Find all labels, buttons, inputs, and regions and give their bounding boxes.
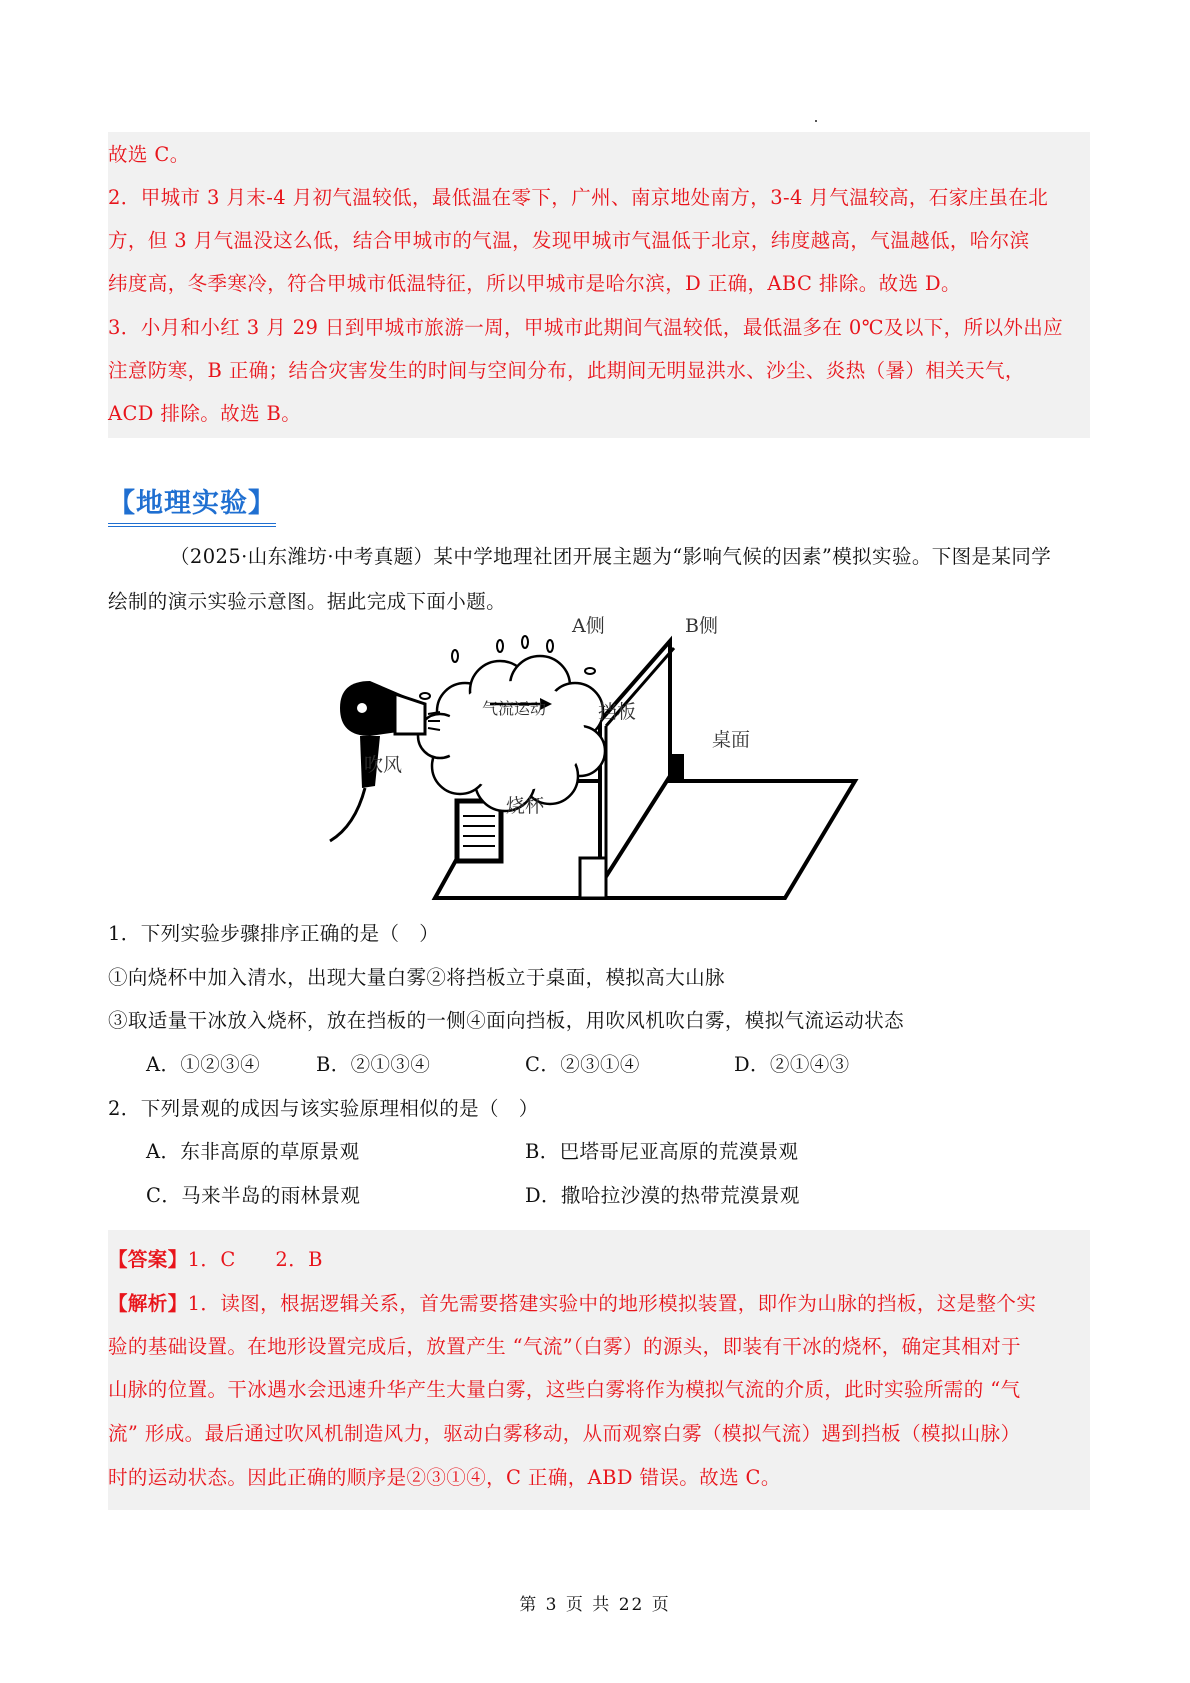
answer-line (108, 1248, 323, 1272)
label-side-a: A侧 (572, 615, 605, 637)
prev-analysis-line: ACD 排除。故选 B。 (108, 402, 302, 425)
question-step: ①向烧杯中加入清水，出现大量白雾②将挡板立于桌面，模拟高大山脉 (108, 966, 725, 989)
label-board: 挡板 (598, 701, 637, 723)
option-d[interactable]: D．撒哈拉沙漠的热带荒漠景观 (525, 1184, 800, 1207)
analysis-line: 时的运动状态。因此正确的顺序是②③①④，C 正确，ABD 错误。故选 C。 (108, 1466, 781, 1489)
analysis-label: 【解析】 (108, 1292, 188, 1315)
intro-line: （2025·山东潍坊·中考真题）某中学地理社团开展主题为“影响气候的因素”模拟实验。下图是某同学 (170, 545, 1052, 568)
intro-line: 绘制的演示实验示意图。据此完成下面小题。 (108, 590, 507, 613)
experiment-diagram (340, 615, 860, 898)
fog-cloud (418, 656, 605, 811)
option-a[interactable]: A．①②③④ (146, 1053, 260, 1076)
option-c[interactable]: C．马来半岛的雨林景观 (146, 1184, 361, 1207)
header-dot (815, 120, 817, 122)
label-beaker: 烧杯 (506, 795, 545, 817)
prev-analysis-line: 故选 C。 (108, 143, 190, 166)
analysis-line: 验的基础设置。在地形设置完成后，放置产生 “气流”（白雾）的源头，即装有干冰的烧杯，确定其相对于 (108, 1335, 1022, 1358)
prev-analysis-line: 纬度高，冬季寒冷，符合甲城市低温特征，所以甲城市是哈尔滨，D 正确，ABC 排除。故选 D。 (108, 272, 961, 295)
question-stem: 1．下列实验步骤排序正确的是（ ） (108, 922, 440, 945)
option-b[interactable]: B．②①③④ (316, 1053, 431, 1076)
question-stem: 2．下列景观的成因与该实验原理相似的是（ ） (108, 1097, 539, 1120)
option-a[interactable]: A．东非高原的草原景观 (146, 1140, 360, 1163)
section-heading: 【地理实验】 (108, 487, 276, 527)
prev-analysis-line: 2．甲城市 3 月末-4 月初气温较低，最低温在零下，广州、南京地处南方，3-4 月气温较高，石家庄虽在北 (108, 186, 1049, 209)
prev-analysis-line: 3．小月和小红 3 月 29 日到甲城市旅游一周，甲城市此期间气温较低，最低温多在 0℃及以下，所以外出应 (108, 316, 1064, 339)
analysis-line: 流” 形成。最后通过吹风机制造风力，驱动白雾移动，从而观察白雾（模拟气流）遇到挡板（模拟山脉） (108, 1422, 1021, 1445)
label-table: 桌面 (712, 729, 751, 751)
answer-text: 1．C 2．B (187, 1248, 323, 1271)
board (600, 641, 670, 886)
label-airflow: 气流运动 (482, 699, 547, 718)
option-d[interactable]: D．②①④③ (734, 1053, 850, 1076)
option-b[interactable]: B．巴塔哥尼亚高原的荒漠景观 (525, 1140, 799, 1163)
prev-analysis-line: 注意防寒，B 正确；结合灾害发生的时间与空间分布，此期间无明显洪水、沙尘、炎热（暑）相关天气， (108, 359, 1025, 382)
prev-analysis-line: 方，但 3 月气温没这么低，结合甲城市的气温，发现甲城市气温低于北京，纬度越高，气温越低，哈尔滨 (108, 229, 1030, 252)
answer-label: 【答案】 (108, 1248, 188, 1271)
label-blow: 吹风 (364, 754, 403, 776)
question-step: ③取适量干冰放入烧杯，放在挡板的一侧④面向挡板，用吹风机吹白雾，模拟气流运动状态 (108, 1009, 905, 1032)
analysis-text: 1．读图，根据逻辑关系，首先需要搭建实验中的地形模拟装置，即作为山脉的挡板，这是整个实 (187, 1292, 1037, 1315)
label-side-b: B侧 (685, 615, 718, 637)
board-foot-back (668, 754, 684, 780)
page-footer: 第 3 页 共 22 页 (519, 1595, 671, 1615)
option-c[interactable]: C．②③①④ (525, 1053, 640, 1076)
board-foot (580, 858, 606, 898)
analysis-line (108, 1292, 1036, 1316)
analysis-line: 山脉的位置。干冰遇水会迅速升华产生大量白雾，这些白雾将作为模拟气流的介质，此时实验所需的 “气 (108, 1378, 1021, 1401)
